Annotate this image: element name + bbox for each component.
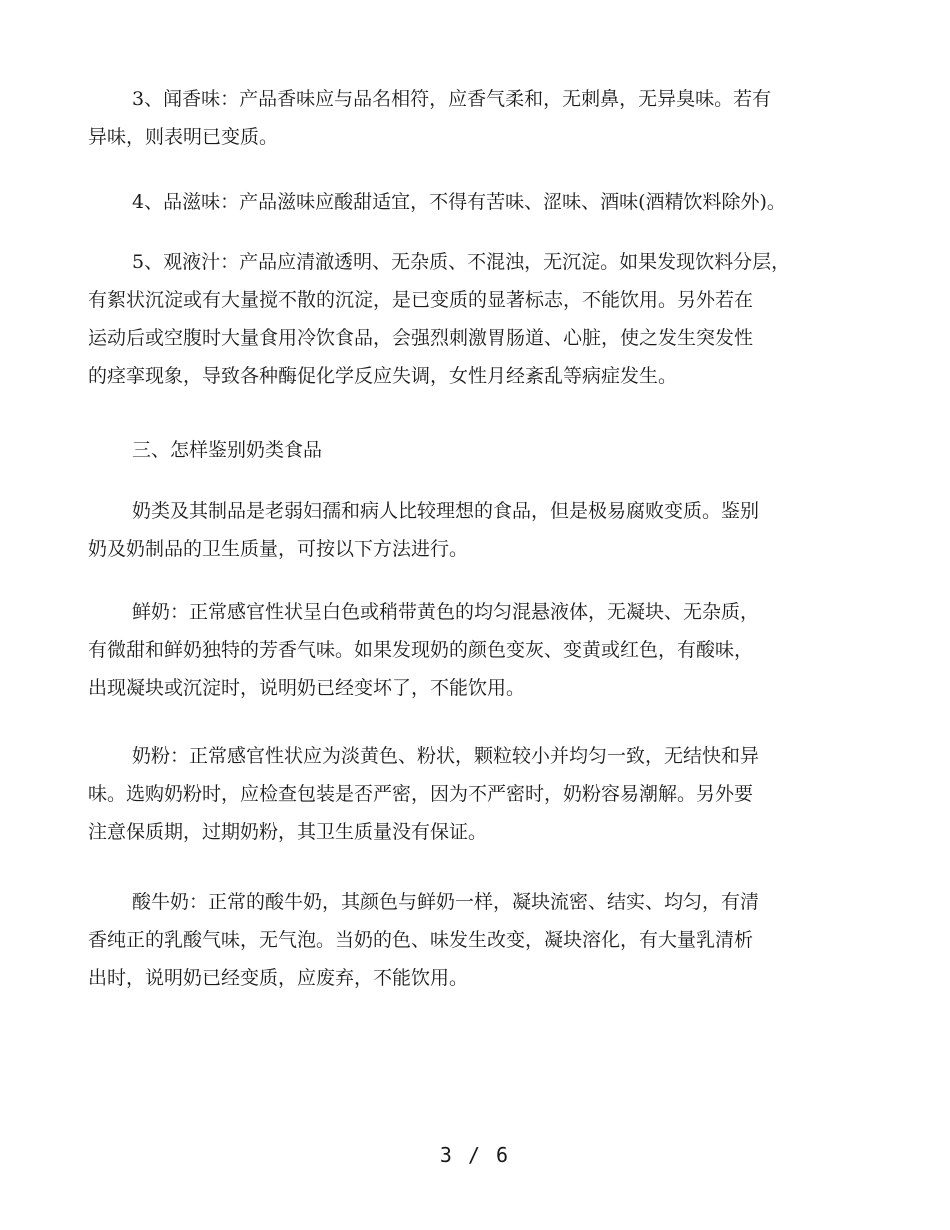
text-line: 3、闻香味：产品香味应与品名相符，应香气柔和，无刺鼻，无异臭味。若有 <box>132 88 772 110</box>
text-line: 的痉挛现象，导致各种酶促化学反应失调，女性月经紊乱等病症发生。 <box>88 365 678 387</box>
text-line: 4、品滋味：产品滋味应酸甜适宜，不得有苦味、涩味、酒味(酒精饮料除外)。 <box>132 191 786 213</box>
text-line: 香纯正的乳酸气味，无气泡。当奶的色、味发生改变，凝块溶化，有大量乳清析 <box>88 929 754 951</box>
para-yogurt <box>88 883 878 997</box>
para-dairy-intro <box>88 492 878 568</box>
text-line: 鲜奶：正常感官性状呈白色或稍带黄色的均匀混悬液体，无凝块、无杂质， <box>132 601 760 623</box>
text-line: 奶及奶制品的卫生质量，可按以下方法进行。 <box>88 538 469 560</box>
text-line: 奶类及其制品是老弱妇孺和病人比较理想的食品，但是极易腐败变质。鉴别 <box>132 500 760 522</box>
para-taste <box>88 183 878 221</box>
para-smell <box>88 80 878 156</box>
text-line: 运动后或空腹时大量食用冷饮食品，会强烈刺激胃肠道、心脏，使之发生突发性 <box>88 327 754 349</box>
text-line: 味。选购奶粉时，应检查包装是否严密，因为不严密时，奶粉容易潮解。另外要 <box>88 783 754 805</box>
text-line: 有微甜和鲜奶独特的芳香气味。如果发现奶的颜色变灰、变黄或红色，有酸味， <box>88 639 754 661</box>
text-line: 酸牛奶：正常的酸牛奶，其颜色与鲜奶一样，凝块流密、结实、均匀，有清 <box>132 891 760 913</box>
text-line: 5、观液汁：产品应清澈透明、无杂质、不混浊，无沉淀。如果发现饮料分层， <box>132 251 791 273</box>
section-heading-dairy <box>88 431 878 469</box>
text-line: 出时，说明奶已经变质，应废弃，不能饮用。 <box>88 967 469 989</box>
para-milk-powder <box>88 737 878 851</box>
para-liquid <box>88 243 878 395</box>
text-line: 异味，则表明已变质。 <box>88 126 279 148</box>
para-fresh-milk <box>88 593 878 707</box>
page-number: 3 / 6 <box>439 1143 511 1167</box>
section-heading: 三、怎样鉴别奶类食品 <box>132 439 323 461</box>
text-line: 注意保质期，过期奶粉，其卫生质量没有保证。 <box>88 821 488 843</box>
text-line: 有絮状沉淀或有大量搅不散的沉淀，是已变质的显著标志，不能饮用。另外若在 <box>88 289 754 311</box>
text-line: 出现凝块或沉淀时，说明奶已经变坏了，不能饮用。 <box>88 677 526 699</box>
text-line: 奶粉：正常感官性状应为淡黄色、粉状，颗粒较小并均匀一致，无结快和异 <box>132 745 760 767</box>
